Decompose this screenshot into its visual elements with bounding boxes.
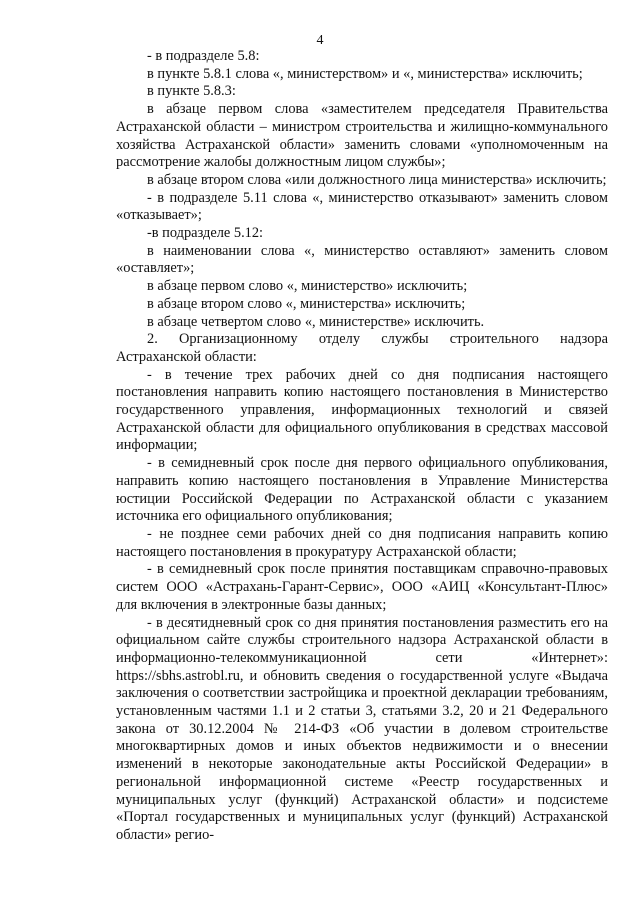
paragraph: в наименовании слова «, министерство оставляют» заменить словом «оставляет»; xyxy=(116,242,608,277)
paragraph: в абзаце втором слова «или должностного лица министерства» исключить; xyxy=(147,171,607,188)
paragraph: в абзаце четвертом слово «, министерстве» исключить. xyxy=(147,313,485,330)
paragraph: в абзаце первом слово «, министерство» исключить; xyxy=(147,278,468,295)
page-number: 4 xyxy=(316,33,324,48)
paragraph: - в семидневный срок после дня первого официального опубликования, направить копию настоящего постановления в Управление Министерства юстиции Российской Федерации по Астраханской области с указанием источника его официального опубликования; xyxy=(116,455,608,525)
paragraph: в пункте 5.8.3: xyxy=(147,83,236,100)
document-body xyxy=(116,48,608,845)
paragraph: - не позднее семи рабочих дней со дня подписания направить копию настоящего постановления в прокуратуру Астраханской области; xyxy=(116,525,608,560)
paragraph: 2. Организационному отделу службы строительного надзора Астраханской области: xyxy=(116,331,608,365)
paragraph: - в семидневный срок после принятия поставщикам справочно-правовых систем ООО «Астрахань-Гарант-Сервис», ООО «АИЦ «Консультант-Плюс» для включения в электронные базы данных; xyxy=(116,561,608,613)
paragraph: в абзаце втором слово «, министерства» исключить; xyxy=(147,295,466,312)
paragraph: - в десятидневный срок со дня принятия постановления разместить его на официальном сайте службы строительного надзора Астраханской области в информационно-телекоммуникационной сети «Интернет»: https://sbhs.astrobl.ru, и обновить сведения о государственной услуге «Выдача заключения о соответствии застройщика и проектной декларации требованиям, установленным частями 1.1 и 2 статьи 3, статьями 3.2, 20 и 21 Федерального закона от 30.12.2004 № 214-ФЗ «Об участии в долевом строительстве многоквартирных домов и иных объектов недвижимости и о внесении изменений в некоторые законодательные акты Российской Федерации» в региональной информационной системе «Реестр государственных и муниципальных услуг (функций) Астраханской области» и подсистеме «Портал государственных и муниципальных услуг (функций) Астраханской области» регио- xyxy=(116,614,608,843)
paragraph: в абзаце первом слова «заместителем председателя Правительства Астраханской области – министром строительства и жилищно-коммунального хозяйства Астраханской области» заменить словами «уполномоченным на рассмотрение жалобы должностным лицом службы»; xyxy=(116,101,608,171)
paragraph: - в подразделе 5.8: xyxy=(147,48,260,64)
paragraph: -в подразделе 5.12: xyxy=(147,225,264,242)
paragraph: - в течение трех рабочих дней со дня подписания настоящего постановления направить копию настоящего постановления в Министерство государственного управления, информационных технологий и связей Астраханской области для официального опубликования в средствах массовой информации; xyxy=(116,366,608,454)
paragraph: в пункте 5.8.1 слова «, министерством» и «, министерства» исключить; xyxy=(147,65,583,82)
paragraph: - в подразделе 5.11 слова «, министерство отказывают» заменить словом «отказывает»; xyxy=(116,189,608,224)
